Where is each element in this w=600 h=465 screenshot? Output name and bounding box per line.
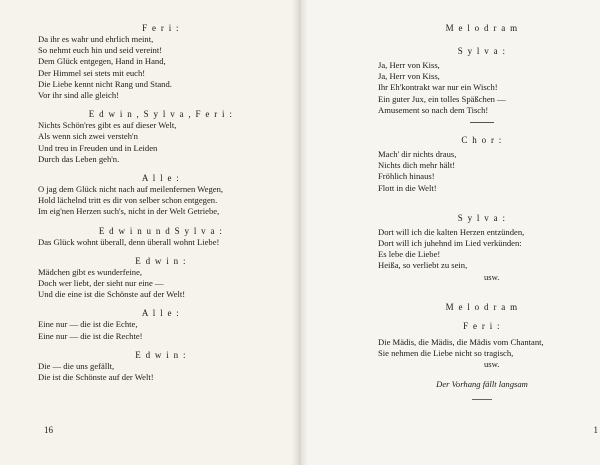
verse-line: Eine nur — die ist die Echte, (38, 319, 138, 330)
verse-line: Dort will ich die kalten Herzen entzünden, (378, 226, 525, 237)
verse-line: Hold lächelnd tritt es dir von selber schon entgegen. (38, 195, 218, 206)
verse-line: Da ihr es wahr und ehrlich meint, (38, 34, 154, 44)
verse-line: Die — die uns gefällt, (38, 360, 115, 371)
speaker-heading: E d w i n : (135, 349, 187, 360)
verse-line: Als wenn sich zwei versteh'n (38, 131, 138, 142)
melodram-heading: M e l o d r a m (445, 23, 519, 33)
verse-line: Eine nur — die ist die Rechte! (38, 330, 143, 341)
speaker-heading: A l l e : (141, 308, 181, 319)
stage-direction: Der Vorhang fällt langsam (436, 379, 528, 390)
verse-line: Die ist die Schönste auf der Welt! (38, 372, 154, 383)
speaker-heading: E d w i n u n d S y l v a : (98, 225, 224, 236)
verse-line: Ja, Herr von Kiss, (378, 71, 440, 82)
verse-line: Die Liebe kennt nicht Rang und Stand. (38, 78, 172, 89)
speaker-heading: S y l v a : (457, 46, 507, 56)
page-number-right: 1 (593, 425, 598, 435)
verse-line: Flott in die Welt! (378, 182, 437, 193)
speaker-heading: A l l e : (141, 173, 181, 184)
speaker-heading: E d w i n : (135, 255, 187, 266)
verse-line: Im eig'nen Herzen such's, nicht in der Welt Getriebe, (38, 206, 220, 217)
left-section-edwin-1 (38, 255, 284, 301)
speaker-heading: S y l v a : (457, 212, 507, 223)
left-section-alle-2 (38, 307, 284, 341)
verse-line: Durch das Leben geh'n. (38, 153, 120, 164)
verse-line: Ihr Eh'kontrakt war nur ein Wisch! (378, 82, 498, 93)
verse-line: Und treu in Freuden und in Leiden (38, 142, 158, 153)
speaker-heading: F e r i : (142, 23, 180, 33)
verse-line: Die Mädis, die Mädis, die Mädis vom Chantant, (378, 336, 544, 347)
speaker-heading: C h o r : (461, 135, 503, 146)
left-section-alle-1 (38, 172, 284, 218)
verse-line: Und die eine ist die Schönste auf der Welt! (38, 289, 186, 300)
verse-line: Amusement so nach dem Tisch! (378, 104, 489, 115)
book-gutter (292, 0, 308, 465)
verse-line: Fröhlich hinaus! (378, 171, 435, 182)
speaker-heading: F e r i : (463, 320, 501, 331)
melodram-heading: M e l o d r a m (445, 301, 519, 312)
left-section-edwin-2 (38, 349, 284, 383)
verse-line: Ja, Herr von Kiss, (378, 60, 440, 70)
verse-line: Heißa, so verliebt zu sein, (378, 260, 468, 271)
verse-line: Mach' dir nichts draus, (378, 149, 457, 160)
left-section-feri (38, 22, 284, 101)
page-number-left: 16 (44, 425, 53, 435)
verse-line: Nichts Schön'res gibt es auf dieser Welt, (38, 120, 177, 131)
verse-line: Vor ihr sind alle gleich! (38, 90, 119, 101)
end-rule (472, 399, 492, 400)
verse-line: Nichts dich mehr hält! (378, 160, 456, 171)
verse-line: Doch wer liebt, der sieht nur eine — (38, 278, 164, 289)
left-section-edwin-sylva-feri (38, 108, 284, 165)
verse-line: Mädchen gibt es wunderfeine, (38, 266, 143, 277)
verse-line: Der Himmel sei stets mit euch! (38, 67, 146, 78)
verse-line: Sie nehmen die Liebe nicht so tragisch, (378, 348, 514, 359)
usw-marker: usw. (484, 359, 500, 370)
verse-line: Ein guter Jux, ein tolles Späßchen — (378, 93, 506, 104)
verse-line: O jag dem Glück nicht nach auf meilenfernen Wegen, (38, 184, 224, 195)
speaker-heading: E d w i n , S y l v a , F e r i : (88, 109, 234, 120)
verse-line: Das Glück wohnt überall, denn überall wohnt Liebe! (38, 236, 220, 247)
verse-line: So nehmt euch hin und seid vereint! (38, 45, 163, 56)
verse-line: Dort will ich juhehnd im Lied verkünden: (378, 238, 522, 249)
verse-line: Dem Glück entgegen, Hand in Hand, (38, 56, 166, 67)
left-section-edwin-und-sylva (38, 225, 284, 248)
right-page (300, 0, 600, 465)
verse-line: Es lebe die Liebe! (378, 249, 441, 260)
usw-marker: usw. (484, 271, 500, 282)
